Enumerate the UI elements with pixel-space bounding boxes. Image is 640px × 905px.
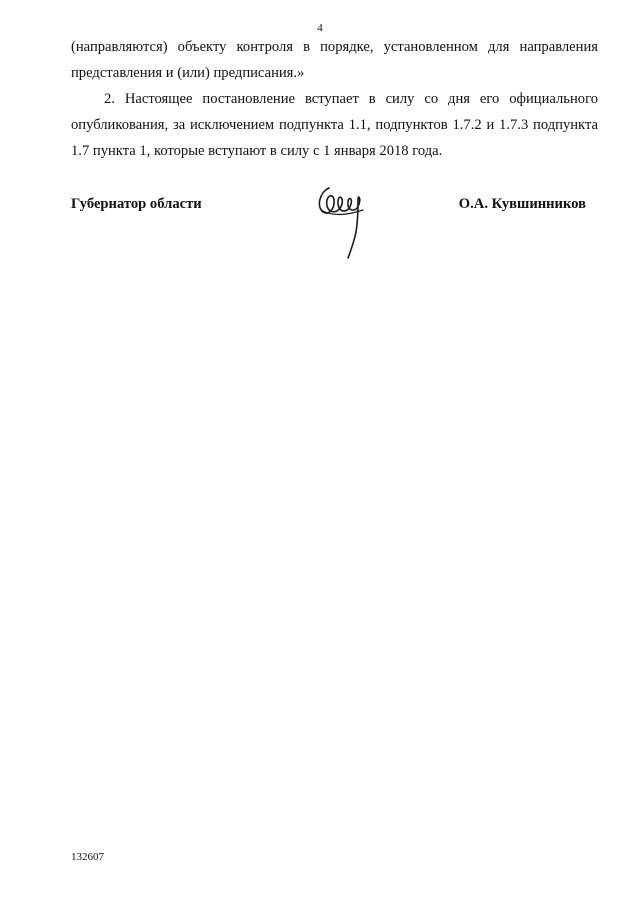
paragraph-continuation: (направляются) объекту контроля в порядке, установленном для направления представления и (или) предписания.» <box>71 39 598 81</box>
handwritten-signature-icon <box>311 180 381 262</box>
document-body <box>71 34 598 164</box>
signature-block <box>71 192 598 272</box>
signatory-name: О.А. Кувшинников <box>458 196 586 212</box>
document-code: 132607 <box>71 851 104 863</box>
page-number: 4 <box>317 22 323 34</box>
signatory-title: Губернатор области <box>71 196 202 212</box>
paragraph-effective-date: 2. Настоящее постановление вступает в силу со дня его официального опубликования, за исключением подпункта 1.1, подпунктов 1.7.2 и 1.7.3 подпункта 1.7 пункта 1, которые вступают в силу с 1 января 2018 года. <box>71 91 598 159</box>
